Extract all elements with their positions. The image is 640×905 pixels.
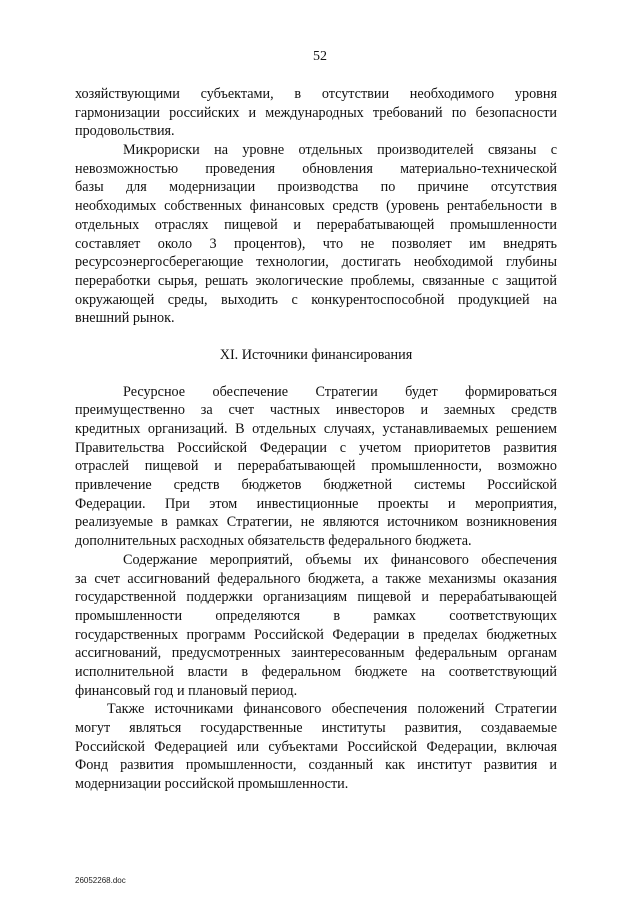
text-line: Российской Федерацией или субъектами Российской Федерации, включая xyxy=(75,738,557,755)
text-line: Также источниками финансового обеспечения положений Стратегии xyxy=(107,701,557,718)
paragraph-2 xyxy=(75,141,557,328)
page-number: 52 xyxy=(313,49,327,64)
paragraph-4 xyxy=(75,551,557,701)
document-body xyxy=(75,85,557,794)
text-line: ресурсоэнергосберегающие технологии, достигать необходимой глубины xyxy=(75,254,557,271)
text-line: Ресурсное обеспечение Стратегии будет формироваться xyxy=(123,383,557,400)
text-line: реализуемые в рамках Стратегии, не являются источником возникновения xyxy=(75,514,557,531)
text-line: модернизации российской промышленности. xyxy=(75,776,349,793)
text-line: составляет около 3 процентов), что не позволяет им внедрять xyxy=(75,235,557,252)
text-line: дополнительных расходных обязательств федерального бюджета. xyxy=(75,533,472,550)
text-line: продовольствия. xyxy=(75,123,175,140)
text-line: государственных программ Российской Федерации в пределах бюджетных xyxy=(75,626,557,643)
text-line: финансовый год и плановый период. xyxy=(75,682,298,699)
text-line: государственной поддержки организациям пищевой и перерабатывающей xyxy=(75,589,557,606)
document-file-code: 26052268.doc xyxy=(75,876,126,885)
text-line: окружающей среды, выходить с конкурентоспособной продукцией на xyxy=(75,291,557,308)
text-line: внешний рынок. xyxy=(75,310,175,327)
text-line: базы для модернизации производства по причине отсутствия xyxy=(75,179,557,196)
text-line: отдельных отраслях пищевой и перерабатывающей промышленности xyxy=(75,216,557,233)
section-heading: XI. Источники финансирования xyxy=(219,346,413,363)
text-line: переработки сырья, решать экологические проблемы, связанные с защитой xyxy=(75,272,557,289)
text-line: могут являться государственные институты развития, создаваемые xyxy=(75,720,557,736)
text-line: Фонд развития промышленности, созданный как институт развития и xyxy=(75,757,557,774)
text-line: ассигнований, предусмотренных заинтересованным федеральным органам xyxy=(75,645,557,662)
text-line: исполнительной власти в федеральном бюджете на соответствующий xyxy=(75,663,557,680)
paragraph-5 xyxy=(75,700,557,793)
text-line: отраслей пищевой и перерабатывающей промышленности, возможно xyxy=(75,458,557,475)
text-line: промышленности определяются в рамках соответствующих xyxy=(75,607,557,624)
text-line: Содержание мероприятий, объемы их финансового обеспечения xyxy=(123,551,557,568)
text-line: кредитных организаций. В отдельных случаях, устанавливаемых решением xyxy=(75,421,557,437)
text-line: привлечение средств бюджетов бюджетной системы Российской xyxy=(75,477,557,494)
text-line: гармонизации российских и международных требований по безопасности xyxy=(75,104,557,121)
text-line: Правительства Российской Федерации с учетом приоритетов развития xyxy=(75,439,557,456)
paragraph-1 xyxy=(75,85,557,141)
text-line: невозможностью проведения обновления материально-технической xyxy=(75,160,557,177)
paragraph-3 xyxy=(75,383,557,551)
text-line: преимущественно за счет частных инвесторов и заемных средств xyxy=(75,402,557,419)
text-line: необходимых собственных финансовых средств (уровень рентабельности в xyxy=(75,198,557,215)
text-line: за счет ассигнований федерального бюджета, а также механизмы оказания xyxy=(75,570,557,587)
text-line: Федерации. При этом инвестиционные проекты и мероприятия, xyxy=(75,495,557,512)
text-line: хозяйствующими субъектами, в отсутствии необходимого уровня xyxy=(75,86,557,102)
text-line: Микрориски на уровне отдельных производителей связаны с xyxy=(123,142,557,159)
